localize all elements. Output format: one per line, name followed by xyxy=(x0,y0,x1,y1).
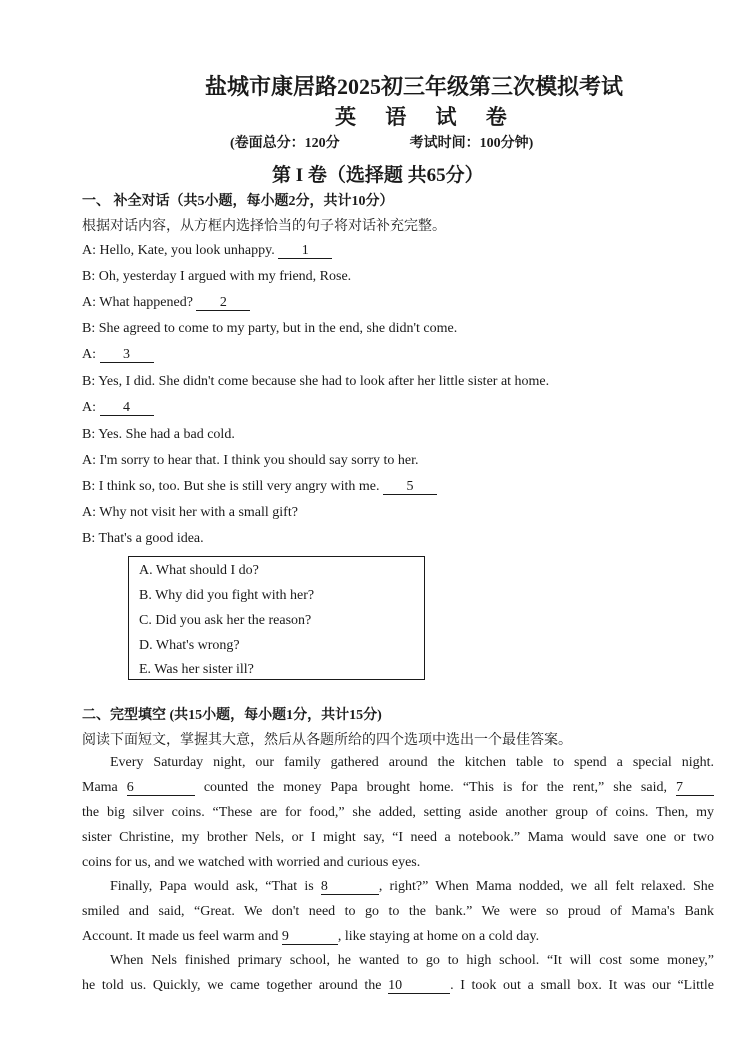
option-b: B. Why did you fight with her? xyxy=(139,588,315,603)
dialogue-line: A: What happened? 2 xyxy=(82,295,250,311)
dialogue-line: B: I think so, too. But she is still very angry with me. 5 xyxy=(82,479,437,495)
passage-line: he told us. Quickly, we came together around the 10 . I took out a small box. It was our “Little xyxy=(82,978,714,993)
section2-instruction: 阅读下面短文，掌握其大意，然后从各题所给的四个选项中选出一个最佳答案。 xyxy=(82,733,572,748)
exam-title: 盐城市康居路2025初三年级第三次模拟考试 xyxy=(205,74,624,99)
answer-blank[interactable]: 5 xyxy=(383,479,437,495)
total-score: (卷面总分：120分 xyxy=(230,136,340,151)
passage-line: Mama 6 counted the money Papa brought home. “This is for the rent,” she said, 7 xyxy=(82,775,714,800)
passage-line: sister Christine, my brother Nels, or I might say, “I need a notebook.” Mama would save one or two xyxy=(82,830,714,845)
cloze-blank[interactable]: 7 xyxy=(676,780,714,796)
dialogue-line: A: Hello, Kate, you look unhappy. 1 xyxy=(82,243,332,259)
cloze-blank[interactable]: 9 xyxy=(282,929,338,945)
passage-line: coins for us, and we watched with worried and curious eyes. xyxy=(82,855,421,870)
section1-heading: 一、 补全对话（共5小题，每小题2分，共计10分） xyxy=(82,194,394,209)
dialogue-line: B: She agreed to come to my party, but in the end, she didn't come. xyxy=(82,321,458,336)
dialogue-line: B: Yes. She had a bad cold. xyxy=(82,427,235,442)
section1-instruction: 根据对话内容，从方框内选择恰当的句子将对话补充完整。 xyxy=(82,219,446,234)
passage-line: Finally, Papa would ask, “That is 8 , right?” When Mama nodded, we all felt relaxed. She xyxy=(110,879,714,894)
dialogue-line: A: I'm sorry to hear that. I think you should say sorry to her. xyxy=(82,453,419,468)
dialogue-line: A: Why not visit her with a small gift? xyxy=(82,505,298,520)
passage-paragraph xyxy=(82,874,714,949)
exam-time: 考试时间：100分钟) xyxy=(409,136,534,151)
passage-line: When Nels finished primary school, he wanted to go to high school. “It will cost some money,” xyxy=(110,953,714,968)
exam-subtitle: 英 语 试 卷 xyxy=(335,105,519,129)
answer-blank[interactable]: 3 xyxy=(100,347,154,363)
part-heading: 第 I 卷（选择题 共65分） xyxy=(272,165,484,186)
option-c: C. Did you ask her the reason? xyxy=(139,613,312,628)
section2-heading: 二、完型填空 (共15小题，每小题1分，共计15分) xyxy=(82,708,382,723)
dialogue-line: B: That's a good idea. xyxy=(82,531,204,546)
cloze-blank[interactable]: 8 xyxy=(321,879,379,895)
answer-blank[interactable]: 2 xyxy=(196,295,250,311)
passage-line: Every Saturday night, our family gathered around the kitchen table to spend a special night. xyxy=(110,755,714,770)
answer-blank[interactable]: 4 xyxy=(100,400,154,416)
option-d: D. What's wrong? xyxy=(139,638,240,653)
dialogue-line: A: 3 xyxy=(82,347,154,363)
answer-blank[interactable]: 1 xyxy=(278,243,332,259)
passage-paragraph xyxy=(82,750,714,875)
dialogue-line: B: Yes, I did. She didn't come because she had to look after her little sister at home. xyxy=(82,374,550,389)
passage-line: the big silver coins. “These are for food,” she added, setting aside another group of coins. Then, my xyxy=(82,805,714,820)
options-box xyxy=(128,556,425,680)
cloze-blank[interactable]: 10 xyxy=(388,978,450,994)
passage-line: Account. It made us feel warm and 9 , like staying at home on a cold day. xyxy=(82,929,540,944)
passage-paragraph xyxy=(82,948,714,998)
option-e: E. Was her sister ill? xyxy=(139,662,254,677)
dialogue-line: A: 4 xyxy=(82,400,154,416)
dialogue-line: B: Oh, yesterday I argued with my friend, Rose. xyxy=(82,269,352,284)
exam-meta xyxy=(230,132,533,152)
option-a: A. What should I do? xyxy=(139,563,259,578)
cloze-blank[interactable]: 6 xyxy=(127,780,195,796)
passage-line: smiled and said, “Great. We don't need to go to the bank.” We were so proud of Mama's Bank xyxy=(82,904,714,919)
